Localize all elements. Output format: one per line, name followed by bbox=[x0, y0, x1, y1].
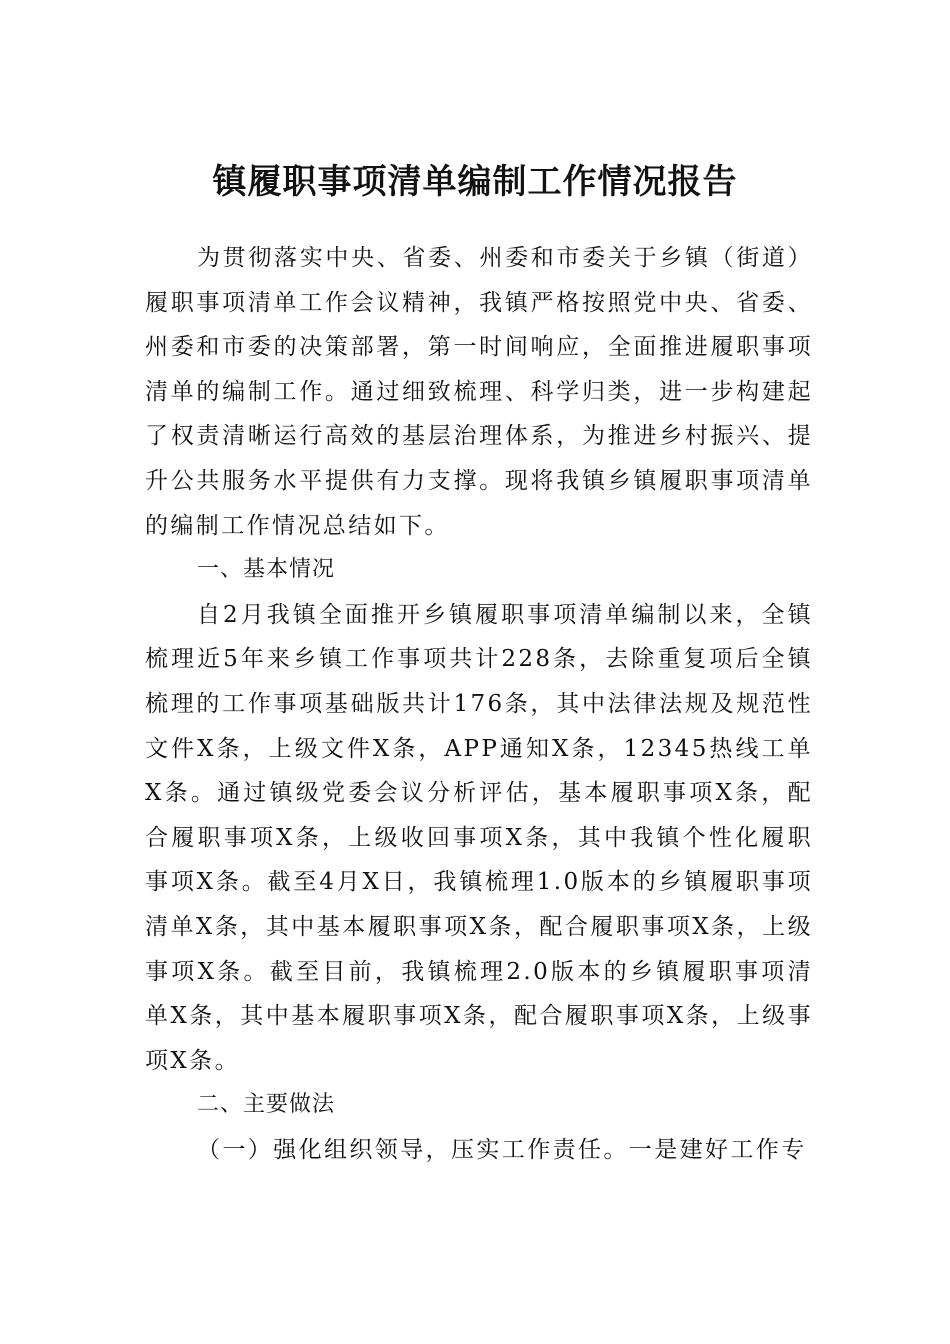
section-heading-main-practices: 二、主要做法 bbox=[197, 1092, 336, 1118]
section-heading-basic-situation: 一、基本情况 bbox=[197, 557, 336, 583]
basic-situation-paragraph: 自2月我镇全面推开乡镇履职事项清单编制以来，全镇梳理近5年来乡镇工作事项共计228条，去除重复项后全镇梳理的工作事项基础版共计176条，其中法律法规及规范性文件X条，上级文件X条，APP通知X条，12345热线工单X条。通过镇级党委会议分析评估，基本履职事项X条，配合履职事项X条，上级收回事项X条，其中我镇个性化履职事项X条。截至4月X日，我镇梳理1.0版本的乡镇履职事项清单X条，其中基本履职事项X条，配合履职事项X条，上级事项X条。截至目前，我镇梳理2.0版本的乡镇履职事项清单X条，其中基本履职事项X条，配合履职事项X条，上级事项X条。 bbox=[145, 601, 814, 1074]
main-practices-paragraph: （一）强化组织领导，压实工作责任。一是建好工作专 bbox=[197, 1136, 807, 1163]
intro-paragraph: 为贯彻落实中央、省委、州委和市委关于乡镇（街道）履职事项清单工作会议精神，我镇严格按照党中央、省委、州委和市委的决策部署，第一时间响应，全面推进履职事项清单的编制工作。通过细致梳理、科学归类，进一步构建起了权责清晰运行高效的基层治理体系，为推进乡村振兴、提升公共服务水平提供有力支撑。现将我镇乡镇履职事项清单的编制工作情况总结如下。 bbox=[145, 245, 813, 539]
document-body bbox=[145, 236, 813, 1172]
document-title: 镇履职事项清单编制工作情况报告 bbox=[212, 162, 738, 202]
